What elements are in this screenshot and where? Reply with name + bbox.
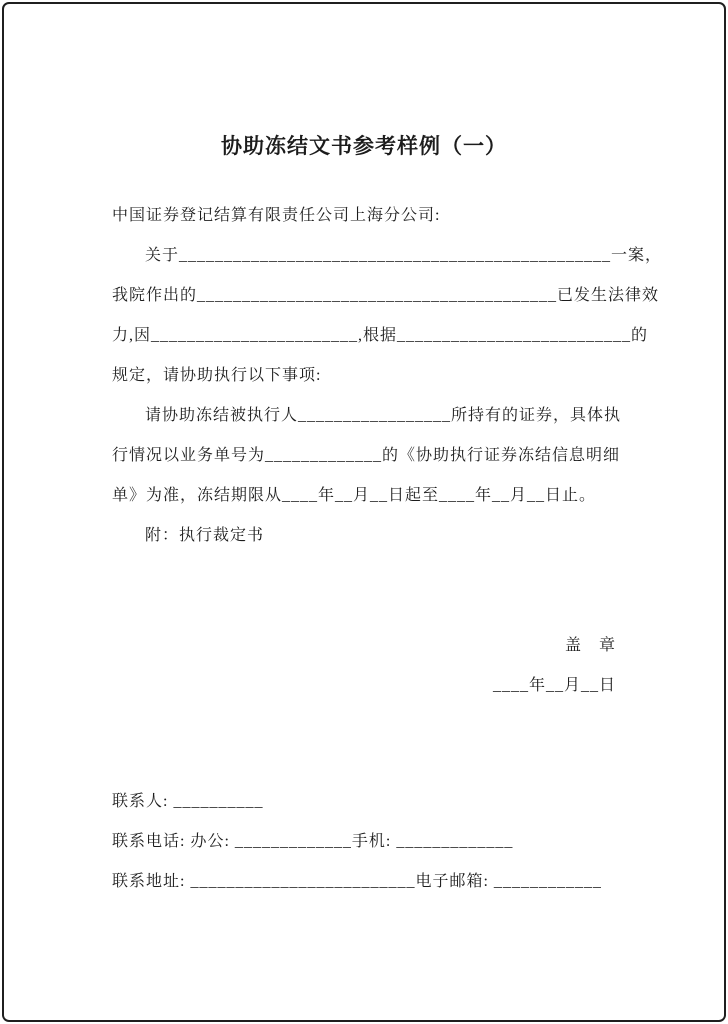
- attachment-note: 附：执行裁定书: [145, 527, 265, 544]
- body-line-request-intro: 规定，请协助执行以下事项:: [112, 367, 322, 384]
- signature-date-line: ____年__月__日: [492, 677, 616, 694]
- body-line-ruling: 我院作出的________________________________________已发生法律效: [112, 287, 660, 304]
- body-line-case: 关于________________________________________________一案，: [145, 247, 663, 264]
- body-line-business-number: 行情况以业务单号为_____________的《协助执行证券冻结信息明细: [112, 447, 621, 464]
- document-title: 协助冻结文书参考样例（一）: [221, 134, 507, 158]
- seal-label: 盖 章: [564, 637, 616, 654]
- body-line-freeze-period: 单》为准，冻结期限从____年__月__日起至____年__月__日止。: [112, 487, 597, 504]
- contact-phone-line: 联系电话: 办公: _____________手机: _____________: [112, 833, 514, 850]
- salutation-line: 中国证券登记结算有限责任公司上海分公司:: [112, 207, 441, 224]
- contact-address-line: 联系地址: _________________________电子邮箱: ____________: [112, 873, 602, 890]
- document-page: [112, 0, 663, 902]
- body-line-freeze-target: 请协助冻结被执行人_________________所持有的证券，具体执: [145, 407, 622, 424]
- body-line-legal-basis: 力,因_______________________,根据__________________________的: [112, 327, 649, 344]
- contact-person-line: 联系人: __________: [112, 793, 264, 810]
